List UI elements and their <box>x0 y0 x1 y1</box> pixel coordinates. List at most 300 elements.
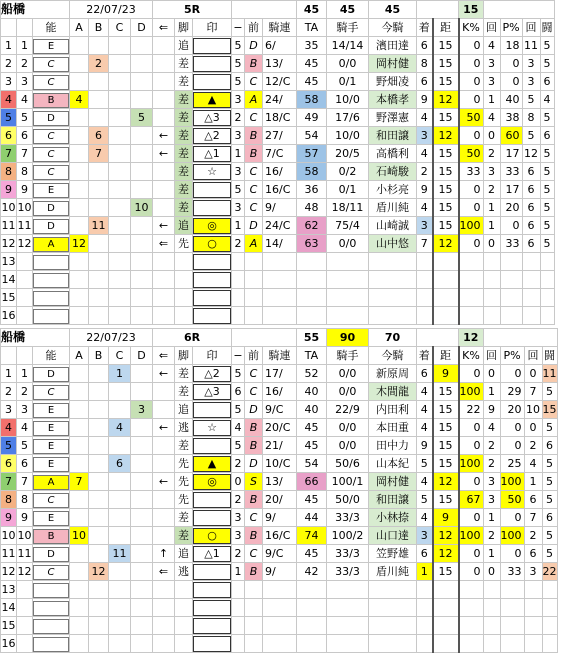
jockey-stats[interactable]: 18/11 <box>327 199 369 217</box>
empty-cell[interactable] <box>417 599 433 617</box>
horse-number[interactable]: 10 <box>17 527 33 545</box>
empty-cell[interactable] <box>297 253 327 271</box>
empty-cell[interactable] <box>175 271 193 289</box>
empty-cell[interactable] <box>70 271 89 289</box>
prev-grade[interactable]: C <box>245 181 263 199</box>
rank-b[interactable]: 6 <box>89 127 109 145</box>
p-count[interactable]: 7 <box>524 383 542 401</box>
horse-number[interactable]: 3 <box>17 401 33 419</box>
kiren[interactable]: 9/ <box>263 563 297 581</box>
sum-ta[interactable]: 90 <box>327 329 369 347</box>
p-percent[interactable]: 0 <box>500 73 522 91</box>
empty-cell[interactable] <box>232 289 245 307</box>
empty-cell[interactable] <box>17 581 33 599</box>
mark-cell[interactable] <box>193 91 232 109</box>
col-header-d[interactable]: D <box>131 347 153 365</box>
horse-number[interactable]: 4 <box>17 419 33 437</box>
rank-b[interactable] <box>89 473 109 491</box>
kiren[interactable]: 17/ <box>263 365 297 383</box>
waku-number[interactable]: 10 <box>1 527 17 545</box>
minus-value[interactable]: 5 <box>232 37 245 55</box>
fight[interactable]: 5 <box>540 199 554 217</box>
rank-d[interactable] <box>131 383 153 401</box>
horse-number[interactable]: 7 <box>17 145 33 163</box>
p-percent[interactable]: 0 <box>500 509 524 527</box>
empty-cell[interactable] <box>131 307 153 325</box>
p-percent[interactable]: 0 <box>500 55 522 73</box>
empty-cell[interactable] <box>540 271 554 289</box>
finish[interactable]: 4 <box>417 109 433 127</box>
empty-cell[interactable] <box>483 289 500 307</box>
k-count[interactable]: 1 <box>483 199 500 217</box>
distance[interactable]: 15 <box>433 455 459 473</box>
horse-number[interactable]: 11 <box>17 217 33 235</box>
minus-value[interactable]: 4 <box>232 419 245 437</box>
sum-dist[interactable]: 15 <box>459 1 484 19</box>
p-percent[interactable]: 33 <box>500 563 524 581</box>
jockey-stats[interactable]: 50/0 <box>327 491 369 509</box>
running-style[interactable]: 差 <box>175 181 193 199</box>
empty-cell[interactable] <box>245 289 263 307</box>
ability-cell[interactable] <box>33 73 70 91</box>
k-percent[interactable]: 0 <box>459 563 484 581</box>
empty-cell[interactable] <box>327 599 369 617</box>
waku-number[interactable]: 2 <box>1 55 17 73</box>
running-style[interactable]: 追 <box>175 217 193 235</box>
empty-cell[interactable] <box>417 307 433 325</box>
distance[interactable]: 15 <box>433 199 459 217</box>
empty-cell[interactable] <box>70 581 89 599</box>
waku-number[interactable]: 12 <box>1 235 17 253</box>
rank-c[interactable]: 11 <box>109 545 131 563</box>
empty-cell[interactable] <box>369 307 417 325</box>
rank-b[interactable]: 11 <box>89 217 109 235</box>
running-style[interactable]: 差 <box>175 199 193 217</box>
jockey-stats[interactable]: 0/2 <box>327 163 369 181</box>
p-percent[interactable]: 100 <box>500 527 524 545</box>
finish[interactable]: 3 <box>417 217 433 235</box>
minus-value[interactable]: 6 <box>232 383 245 401</box>
col-header-c[interactable]: C <box>109 347 131 365</box>
ability-cell[interactable] <box>33 563 70 581</box>
col-header-mark[interactable]: 印 <box>193 19 232 37</box>
horse-number[interactable]: 5 <box>17 109 33 127</box>
minus-value[interactable]: 3 <box>232 199 245 217</box>
empty-cell[interactable] <box>500 617 524 635</box>
col-header-pp[interactable]: P% <box>500 19 522 37</box>
ta-value[interactable]: 57 <box>297 145 327 163</box>
empty-cell[interactable] <box>33 599 70 617</box>
empty-cell[interactable] <box>433 599 459 617</box>
empty-cell[interactable] <box>232 581 245 599</box>
rank-d[interactable] <box>131 181 153 199</box>
waku-number[interactable]: 4 <box>1 419 17 437</box>
k-count[interactable]: 3 <box>483 491 500 509</box>
k-count[interactable]: 2 <box>483 181 500 199</box>
minus-value[interactable]: 2 <box>232 545 245 563</box>
jockey-name[interactable]: 山中悠 <box>369 235 417 253</box>
empty-cell[interactable] <box>483 617 500 635</box>
rank-a[interactable]: 10 <box>70 527 89 545</box>
jockey-stats[interactable]: 75/4 <box>327 217 369 235</box>
fight[interactable]: 5 <box>540 145 554 163</box>
p-count[interactable]: 3 <box>522 73 540 91</box>
empty-cell[interactable] <box>522 307 540 325</box>
empty-cell[interactable] <box>153 581 175 599</box>
arrow[interactable]: ⇐ <box>153 235 175 253</box>
arrow[interactable]: ← <box>153 419 175 437</box>
running-style[interactable]: 先 <box>175 491 193 509</box>
empty-cell[interactable] <box>417 271 433 289</box>
k-percent[interactable]: 22 <box>459 401 484 419</box>
rank-c[interactable] <box>109 199 131 217</box>
rank-a[interactable]: 4 <box>70 91 89 109</box>
empty-cell[interactable] <box>153 635 175 653</box>
col-header-arrow[interactable]: ⇐ <box>153 19 175 37</box>
waku-number[interactable]: 10 <box>1 199 17 217</box>
col-header-c[interactable]: C <box>109 19 131 37</box>
horse-number[interactable]: 4 <box>17 91 33 109</box>
fight[interactable]: 5 <box>542 527 557 545</box>
waku-number[interactable]: 1 <box>1 365 17 383</box>
rank-b[interactable] <box>89 401 109 419</box>
distance[interactable]: 15 <box>433 37 459 55</box>
jockey-name[interactable]: 野澤憲 <box>369 109 417 127</box>
ta-value[interactable]: 40 <box>297 401 327 419</box>
p-count[interactable]: 10 <box>524 401 542 419</box>
rank-d[interactable]: 5 <box>131 109 153 127</box>
kiren[interactable]: 27/ <box>263 127 297 145</box>
race-number[interactable]: 6R <box>153 329 232 347</box>
rank-d[interactable] <box>131 563 153 581</box>
rank-b[interactable] <box>89 419 109 437</box>
spacer[interactable] <box>483 329 557 347</box>
rank-c[interactable] <box>109 163 131 181</box>
empty-cell[interactable] <box>500 253 522 271</box>
empty-cell[interactable] <box>109 307 131 325</box>
jockey-name[interactable]: 岡村健 <box>369 55 417 73</box>
waku-number[interactable]: 1 <box>1 37 17 55</box>
k-percent[interactable]: 100 <box>459 217 484 235</box>
finish[interactable]: 4 <box>417 383 433 401</box>
empty-cell[interactable] <box>483 581 500 599</box>
rank-d[interactable] <box>131 145 153 163</box>
jockey-stats[interactable]: 0/1 <box>327 181 369 199</box>
k-count[interactable]: 0 <box>483 365 500 383</box>
mark-cell[interactable] <box>193 365 232 383</box>
k-count[interactable]: 4 <box>483 37 500 55</box>
empty-cell[interactable] <box>500 581 524 599</box>
empty-cell[interactable] <box>524 599 542 617</box>
ability-cell[interactable] <box>33 145 70 163</box>
ability-cell[interactable] <box>33 235 70 253</box>
waku-number[interactable]: 7 <box>1 145 17 163</box>
finish[interactable]: 9 <box>417 181 433 199</box>
p-count[interactable]: 6 <box>524 491 542 509</box>
rank-b[interactable] <box>89 91 109 109</box>
col-header-b[interactable]: B <box>89 347 109 365</box>
fight[interactable]: 6 <box>540 73 554 91</box>
empty-cell[interactable] <box>193 271 232 289</box>
empty-cell[interactable] <box>232 617 245 635</box>
prev-grade[interactable]: C <box>245 545 263 563</box>
ta-value[interactable]: 74 <box>297 527 327 545</box>
k-percent[interactable]: 0 <box>459 365 484 383</box>
ability-cell[interactable] <box>33 217 70 235</box>
jockey-stats[interactable]: 100/2 <box>327 527 369 545</box>
spacer[interactable] <box>232 1 297 19</box>
empty-cell[interactable] <box>297 599 327 617</box>
k-count[interactable]: 3 <box>483 73 500 91</box>
ta-value[interactable]: 45 <box>297 55 327 73</box>
distance[interactable]: 15 <box>433 55 459 73</box>
empty-cell[interactable] <box>70 289 89 307</box>
horse-number[interactable]: 3 <box>17 73 33 91</box>
empty-cell[interactable] <box>263 271 297 289</box>
empty-cell[interactable] <box>459 271 484 289</box>
prev-grade[interactable]: A <box>245 91 263 109</box>
arrow[interactable]: ← <box>153 365 175 383</box>
empty-cell[interactable] <box>89 271 109 289</box>
arrow[interactable]: ↑ <box>153 545 175 563</box>
rank-a[interactable] <box>70 127 89 145</box>
distance[interactable]: 15 <box>433 401 459 419</box>
empty-cell[interactable] <box>33 617 70 635</box>
col-header-now-jockey[interactable]: 今騎 <box>369 347 417 365</box>
empty-cell[interactable] <box>522 289 540 307</box>
distance[interactable]: 12 <box>433 91 459 109</box>
fight[interactable]: 6 <box>540 127 554 145</box>
k-count[interactable]: 4 <box>483 109 500 127</box>
k-percent[interactable]: 0 <box>459 199 484 217</box>
rank-d[interactable] <box>131 545 153 563</box>
empty-cell[interactable] <box>522 271 540 289</box>
empty-cell[interactable] <box>245 617 263 635</box>
ta-value[interactable]: 45 <box>297 491 327 509</box>
empty-cell[interactable] <box>459 635 484 653</box>
rank-a[interactable] <box>70 563 89 581</box>
col-header-dist[interactable]: 距 <box>433 347 459 365</box>
arrow[interactable] <box>153 109 175 127</box>
p-count[interactable]: 6 <box>522 217 540 235</box>
jockey-stats[interactable]: 0/0 <box>327 383 369 401</box>
jockey-name[interactable]: 田中力 <box>369 437 417 455</box>
ability-cell[interactable] <box>33 437 70 455</box>
p-count[interactable]: 1 <box>524 473 542 491</box>
empty-cell[interactable] <box>109 271 131 289</box>
rank-d[interactable] <box>131 127 153 145</box>
prev-grade[interactable]: B <box>245 563 263 581</box>
fight[interactable]: 6 <box>542 437 557 455</box>
prev-grade[interactable]: D <box>245 455 263 473</box>
jockey-name[interactable]: 内田利 <box>369 401 417 419</box>
empty-cell[interactable] <box>153 599 175 617</box>
kiren[interactable]: 16/ <box>263 163 297 181</box>
empty-cell[interactable] <box>263 289 297 307</box>
empty-row-number[interactable]: 15 <box>1 617 17 635</box>
rank-c[interactable] <box>109 91 131 109</box>
rank-c[interactable]: 4 <box>109 419 131 437</box>
mark-cell[interactable] <box>193 437 232 455</box>
kiren[interactable]: 20/C <box>263 419 297 437</box>
rank-c[interactable] <box>109 563 131 581</box>
finish[interactable]: 2 <box>417 163 433 181</box>
empty-cell[interactable] <box>109 253 131 271</box>
rank-d[interactable] <box>131 491 153 509</box>
kiren[interactable]: 20/ <box>263 491 297 509</box>
ability-cell[interactable] <box>33 37 70 55</box>
empty-cell[interactable] <box>232 253 245 271</box>
prev-grade[interactable]: S <box>245 473 263 491</box>
col-header-kp[interactable]: K% <box>459 347 484 365</box>
hdr-blank[interactable] <box>17 19 33 37</box>
empty-cell[interactable] <box>89 599 109 617</box>
arrow[interactable] <box>153 37 175 55</box>
jockey-stats[interactable]: 14/14 <box>327 37 369 55</box>
rank-c[interactable] <box>109 473 131 491</box>
ta-value[interactable]: 45 <box>297 419 327 437</box>
mark-cell[interactable] <box>193 181 232 199</box>
horse-number[interactable]: 1 <box>17 37 33 55</box>
empty-cell[interactable] <box>327 617 369 635</box>
empty-cell[interactable] <box>131 599 153 617</box>
rank-d[interactable] <box>131 419 153 437</box>
fight[interactable]: 5 <box>540 109 554 127</box>
horse-number[interactable]: 5 <box>17 437 33 455</box>
p-percent[interactable]: 60 <box>500 127 522 145</box>
jockey-name[interactable]: 本田重 <box>369 419 417 437</box>
arrow[interactable] <box>153 527 175 545</box>
k-count[interactable]: 3 <box>483 55 500 73</box>
empty-cell[interactable] <box>459 599 484 617</box>
empty-cell[interactable] <box>131 253 153 271</box>
empty-cell[interactable] <box>109 617 131 635</box>
prev-grade[interactable]: C <box>245 73 263 91</box>
fight[interactable]: 11 <box>542 365 557 383</box>
jockey-name[interactable]: 高橋利 <box>369 145 417 163</box>
rank-b[interactable]: 12 <box>89 563 109 581</box>
empty-cell[interactable] <box>17 253 33 271</box>
jockey-name[interactable]: 山崎誠 <box>369 217 417 235</box>
k-percent[interactable]: 67 <box>459 491 484 509</box>
distance[interactable]: 9 <box>433 509 459 527</box>
horse-number[interactable]: 8 <box>17 163 33 181</box>
jockey-stats[interactable]: 0/0 <box>327 365 369 383</box>
empty-cell[interactable] <box>500 599 524 617</box>
p-percent[interactable]: 0 <box>500 419 524 437</box>
fight[interactable]: 4 <box>540 91 554 109</box>
empty-row-number[interactable]: 16 <box>1 307 17 325</box>
jockey-stats[interactable]: 20/5 <box>327 145 369 163</box>
rank-b[interactable] <box>89 455 109 473</box>
minus-value[interactable]: 1 <box>232 145 245 163</box>
rank-c[interactable] <box>109 181 131 199</box>
rank-a[interactable] <box>70 491 89 509</box>
p-percent[interactable]: 20 <box>500 199 522 217</box>
mark-cell[interactable] <box>193 73 232 91</box>
hdr-blank[interactable] <box>1 19 17 37</box>
jockey-name[interactable]: 小林捺 <box>369 509 417 527</box>
rank-d[interactable] <box>131 73 153 91</box>
k-percent[interactable]: 0 <box>459 37 484 55</box>
k-percent[interactable]: 100 <box>459 383 484 401</box>
finish[interactable]: 4 <box>417 199 433 217</box>
minus-value[interactable]: 3 <box>232 527 245 545</box>
empty-cell[interactable] <box>17 635 33 653</box>
sum-kiren[interactable]: 55 <box>297 329 327 347</box>
distance[interactable]: 15 <box>433 181 459 199</box>
empty-cell[interactable] <box>193 253 232 271</box>
rank-d[interactable] <box>131 509 153 527</box>
mark-cell[interactable] <box>193 235 232 253</box>
p-count[interactable]: 5 <box>522 127 540 145</box>
jockey-name[interactable]: 木間龍 <box>369 383 417 401</box>
empty-cell[interactable] <box>109 635 131 653</box>
mark-cell[interactable] <box>193 419 232 437</box>
running-style[interactable]: 差 <box>175 365 193 383</box>
kiren[interactable]: 24/C <box>263 217 297 235</box>
running-style[interactable]: 差 <box>175 527 193 545</box>
empty-cell[interactable] <box>540 253 554 271</box>
prev-grade[interactable]: D <box>245 37 263 55</box>
kiren[interactable]: 9/ <box>263 199 297 217</box>
rank-a[interactable]: 12 <box>70 235 89 253</box>
empty-cell[interactable] <box>131 289 153 307</box>
rank-c[interactable] <box>109 127 131 145</box>
minus-value[interactable]: 3 <box>232 91 245 109</box>
arrow[interactable] <box>153 181 175 199</box>
ta-value[interactable]: 58 <box>297 91 327 109</box>
horse-number[interactable]: 11 <box>17 545 33 563</box>
waku-number[interactable]: 5 <box>1 437 17 455</box>
sum-dist[interactable]: 12 <box>459 329 484 347</box>
minus-value[interactable]: 0 <box>232 473 245 491</box>
p-percent[interactable]: 50 <box>500 491 524 509</box>
k-count[interactable]: 1 <box>483 383 500 401</box>
empty-cell[interactable] <box>369 289 417 307</box>
p-count[interactable]: 11 <box>522 37 540 55</box>
prev-grade[interactable]: B <box>245 527 263 545</box>
rank-a[interactable] <box>70 401 89 419</box>
jockey-stats[interactable]: 0/1 <box>327 73 369 91</box>
waku-number[interactable]: 9 <box>1 509 17 527</box>
p-percent[interactable]: 33 <box>500 163 522 181</box>
rank-d[interactable] <box>131 473 153 491</box>
rank-b[interactable] <box>89 509 109 527</box>
rank-b[interactable]: 2 <box>89 55 109 73</box>
k-percent[interactable]: 50 <box>459 109 484 127</box>
k-count[interactable]: 2 <box>483 145 500 163</box>
empty-cell[interactable] <box>297 635 327 653</box>
distance[interactable]: 12 <box>433 545 459 563</box>
horse-number[interactable]: 2 <box>17 55 33 73</box>
minus-value[interactable]: 3 <box>232 509 245 527</box>
empty-cell[interactable] <box>70 599 89 617</box>
empty-cell[interactable] <box>500 271 522 289</box>
jockey-name[interactable]: 盾川純 <box>369 199 417 217</box>
mark-cell[interactable] <box>193 401 232 419</box>
arrow[interactable] <box>153 55 175 73</box>
p-count[interactable]: 2 <box>524 437 542 455</box>
empty-cell[interactable] <box>263 307 297 325</box>
p-percent[interactable]: 38 <box>500 109 522 127</box>
prev-grade[interactable]: B <box>245 437 263 455</box>
waku-number[interactable]: 6 <box>1 127 17 145</box>
ta-value[interactable]: 36 <box>297 181 327 199</box>
col-header-fight[interactable]: 闘 <box>540 19 554 37</box>
mark-cell[interactable] <box>193 509 232 527</box>
arrow[interactable] <box>153 437 175 455</box>
